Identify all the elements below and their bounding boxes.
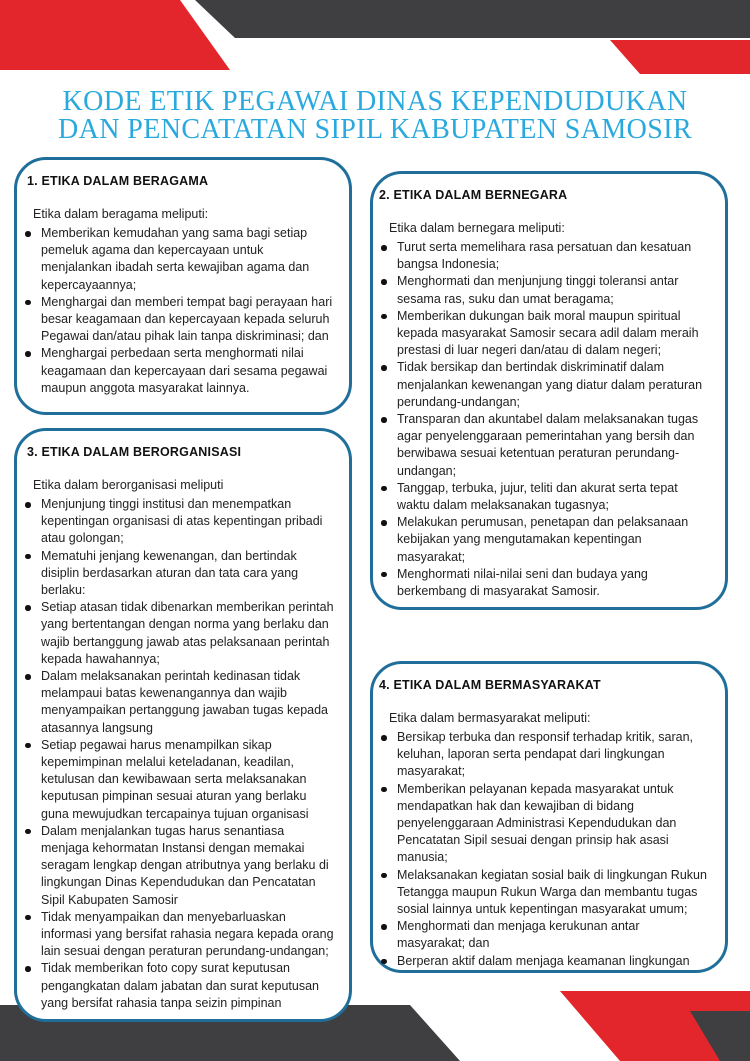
top-red-band xyxy=(0,0,230,70)
list-item: Melaksanakan kegiatan sosial baik di lingkungan Rukun Tetangga maupun Rukun Warga dan membantu tugas sosial lainnya untuk kepentingan masyarakat umum; xyxy=(397,867,711,919)
section-list xyxy=(373,239,711,600)
title-line-2: DAN PENCATATAN SIPIL KABUPATEN SAMOSIR xyxy=(57,114,693,145)
list-item: Tanggap, terbuka, jujur, teliti dan akurat serta tepat waktu dalam melaksanakan tugasnya; xyxy=(397,480,711,514)
list-item: Menghormati nilai-nilai seni dan budaya yang berkembang di masyarakat Samosir. xyxy=(397,566,711,600)
list-item: Melakukan perumusan, penetapan dan pelaksanaan kebijakan yang mengutamakan kepentingan masyarakat; xyxy=(397,514,711,566)
section-card-berorganisasi xyxy=(14,428,352,1022)
list-item: Memberikan kemudahan yang sama bagi setiap pemeluk agama dan kepercayaan untuk menjalankan ibadah serta kewajiban agama dan kepercayaannya; xyxy=(41,225,335,294)
section-card-bernegara xyxy=(370,171,728,610)
list-item: Bersikap terbuka dan responsif terhadap kritik, saran, keluhan, laporan serta pendapat dari lingkungan masyarakat; xyxy=(397,729,711,781)
list-item: Menghargai dan memberi tempat bagi perayaan hari besar keagamaan dan kepercayaan kepada seluruh Pegawai dan/atau pihak lain tanpa diskriminasi; dan xyxy=(41,294,335,346)
top-red-accent xyxy=(610,40,750,74)
list-item: Menghargai perbedaan serta menghormati nilai keagamaan dan kepercayaan dari sesama pegawai maupun anggota masyarakat lainnya. xyxy=(41,345,335,397)
section-intro: Etika dalam bernegara meliputi: xyxy=(389,221,565,235)
list-item: Mematuhi jenjang kewenangan, dan bertindak disiplin berdasarkan aturan dan tata cara yang berlaku: xyxy=(41,548,335,600)
section-heading: 2. ETIKA DALAM BERNEGARA xyxy=(379,188,568,202)
top-dark-band xyxy=(195,0,750,38)
section-list xyxy=(373,729,711,970)
section-heading: 1. ETIKA DALAM BERAGAMA xyxy=(27,174,209,188)
section-heading: 3. ETIKA DALAM BERORGANISASI xyxy=(27,445,242,459)
list-item: Memberikan pelayanan kepada masyarakat untuk mendapatkan hak dan kewajiban di bidang penyelenggaraan Administrasi Kependudukan dan Pencatatan Sipil sesuai dengan prinsip hak asasi manusia; xyxy=(397,781,711,867)
list-item: Tidak menyampaikan dan menyebarluaskan informasi yang bersifat rahasia negara kepada orang lain sesuai dengan peraturan perundang-undangan; xyxy=(41,909,335,961)
top-corner-decoration xyxy=(0,0,750,80)
list-item: Memberikan dukungan baik moral maupun spiritual kepada masyarakat Samosir secara adil dalam meraih prestasi di luar negeri dan/atau di dalam negeri; xyxy=(397,308,711,360)
section-list xyxy=(17,496,335,1012)
list-item: Tidak bersikap dan bertindak diskriminatif dalam menjalankan kewenangan yang diatur dalam peraturan perundang-undangan; xyxy=(397,359,711,411)
section-intro: Etika dalam bermasyarakat meliputi: xyxy=(389,711,591,725)
page-title xyxy=(0,88,750,144)
title-line-1: KODE ETIK PEGAWAI DINAS KEPENDUDUKAN xyxy=(62,86,688,117)
list-item: Dalam menjalankan tugas harus senantiasa menjaga kehormatan Instansi dengan memakai seragam lengkap dengan atributnya yang berlaku di lingkungan Dinas Kependudukan dan Pencatatan Sipil Kabupaten Samosir xyxy=(41,823,335,909)
list-item: Menghormati dan menjaga kerukunan antar masyarakat; dan xyxy=(397,918,711,952)
list-item: Berperan aktif dalam menjaga keamanan lingkungan xyxy=(397,953,711,970)
list-item: Setiap pegawai harus menampilkan sikap kepemimpinan melalui keteladanan, keadilan, ketulusan dan kewibawaan serta melaksanakan keputusan pimpinan sesuai aturan yang berlaku guna mewujudkan tercapainya tujuan organisasi xyxy=(41,737,335,823)
list-item: Menjunjung tinggi institusi dan menempatkan kepentingan organisasi di atas kepentingan pribadi atau golongan; xyxy=(41,496,335,548)
section-card-bermasyarakat xyxy=(370,661,728,973)
section-intro: Etika dalam berorganisasi meliputi xyxy=(33,478,224,492)
list-item: Turut serta memelihara rasa persatuan dan kesatuan bangsa Indonesia; xyxy=(397,239,711,273)
list-item: Tidak memberikan foto copy surat keputusan pengangkatan dalam jabatan dan surat keputusan yang bersifat rahasia tanpa seizin pimpinan xyxy=(41,960,335,1012)
section-heading: 4. ETIKA DALAM BERMASYARAKAT xyxy=(379,678,601,692)
section-list xyxy=(17,225,335,397)
section-intro: Etika dalam beragama meliputi: xyxy=(33,207,209,221)
list-item: Dalam melaksanakan perintah kedinasan tidak melampaui batas kewenangannya dan wajib menyampaikan pertanggung jawaban tugas kepada atasannya langsung xyxy=(41,668,335,737)
list-item: Transparan dan akuntabel dalam melaksanakan tugas agar penyelenggaraan pemerintahan yang bersih dan berwibawa sesuai ketentuan peraturan perundang-undangan; xyxy=(397,411,711,480)
section-card-beragama xyxy=(14,157,352,415)
list-item: Setiap atasan tidak dibenarkan memberikan perintah yang bertentangan dengan norma yang berlaku dan wajib bertanggung jawab atas pelaksanaan perintah kepada hawahannya; xyxy=(41,599,335,668)
list-item: Menghormati dan menjunjung tinggi toleransi antar sesama ras, suku dan umat beragama; xyxy=(397,273,711,307)
